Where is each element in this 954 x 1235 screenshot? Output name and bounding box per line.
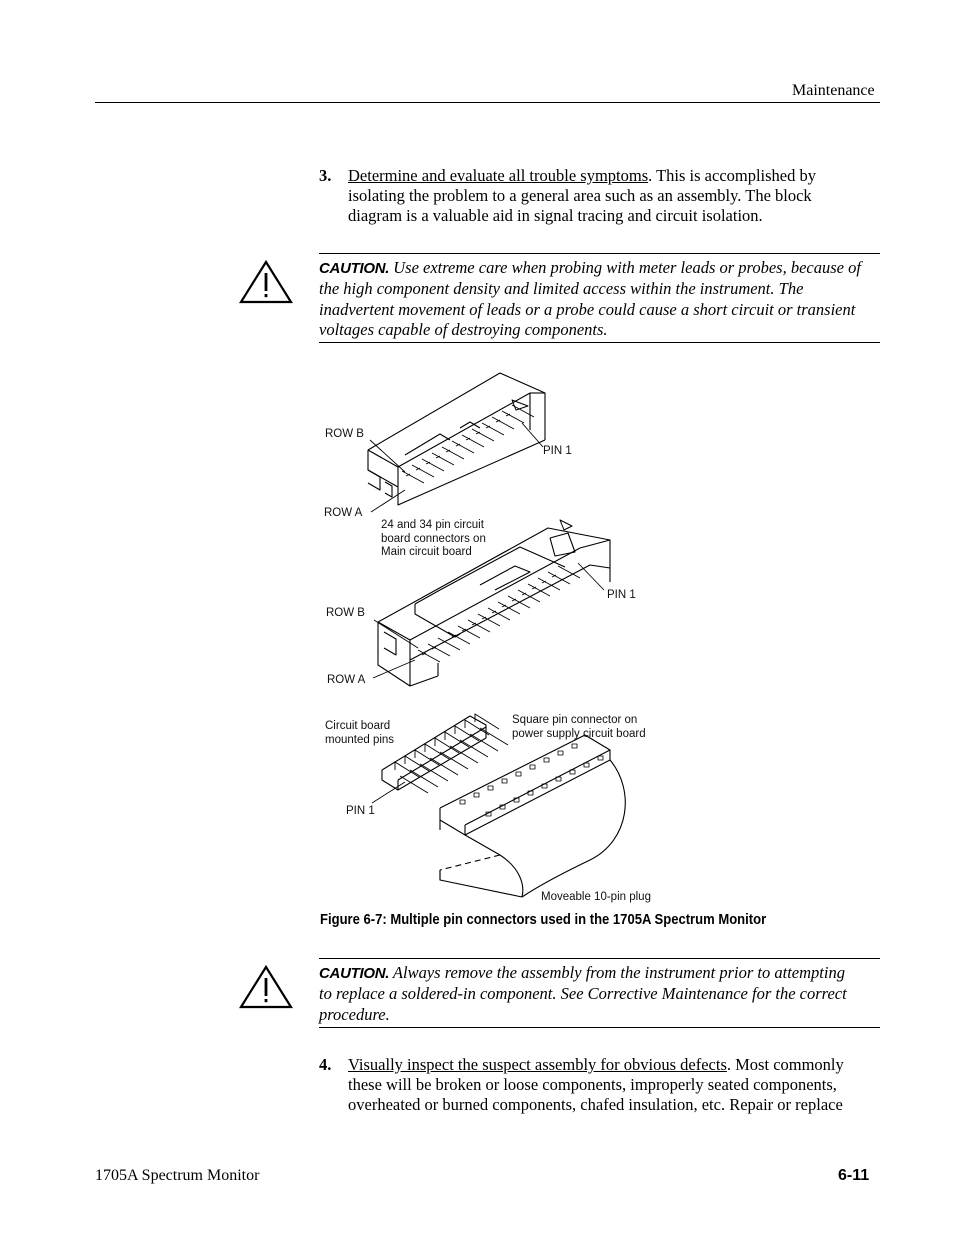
middle-connector-pins bbox=[418, 566, 580, 662]
caution-1-line1: Use extreme care when probing with meter leads or probes, because of bbox=[389, 258, 861, 277]
label-connector-desc-1: 24 and 34 pin circuit bbox=[381, 519, 484, 531]
step-3-number: 3. bbox=[319, 166, 332, 185]
label-board-pins-1: Circuit board bbox=[325, 720, 391, 732]
caution-1-line3: inadvertent movement of leads or a probe could cause a short circuit or transient bbox=[319, 299, 856, 319]
caution-1-label: CAUTION. bbox=[319, 260, 390, 277]
caution-1-line2: the high component density and limited access within the instrument. The bbox=[319, 279, 804, 299]
caution-2-line2: to replace a soldered-in component. See Corrective Maintenance for the correct bbox=[319, 984, 847, 1004]
figure-caption: Figure 6-7: Multiple pin connectors used in the 1705A Spectrum Monitor bbox=[320, 912, 767, 928]
caution-2-text bbox=[319, 963, 889, 1025]
step-4-number: 4. bbox=[319, 1055, 332, 1074]
step-3-title: Determine and evaluate all trouble symptoms bbox=[348, 166, 649, 185]
label-board-pins bbox=[325, 720, 394, 747]
footer-title: 1705A Spectrum Monitor bbox=[95, 1167, 260, 1184]
caution-1-line4: voltages capable of destroying components. bbox=[319, 319, 608, 339]
label-square-connector-2: power supply circuit board bbox=[512, 727, 646, 740]
caution-2-bottom-rule bbox=[319, 1027, 880, 1028]
label-moveable-plug: Moveable 10-pin plug bbox=[541, 891, 651, 903]
label-pin1-middle: PIN 1 bbox=[607, 589, 636, 601]
ribbon-plug bbox=[440, 735, 625, 897]
upper-connector-pins bbox=[402, 405, 534, 483]
step-3-line1: . This is accomplished by bbox=[648, 166, 817, 185]
label-pin1-lower: PIN 1 bbox=[346, 805, 375, 817]
label-connector-desc bbox=[381, 519, 486, 560]
label-connector-desc-2: board connectors on bbox=[381, 532, 486, 545]
step-4-line2: these will be broken or loose components, improperly seated components, bbox=[348, 1075, 837, 1094]
label-pin1-upper: PIN 1 bbox=[543, 445, 572, 457]
label-square-connector bbox=[512, 714, 646, 741]
upper-connector-housing bbox=[368, 373, 545, 505]
step-4-line1: . Most commonly bbox=[726, 1055, 844, 1074]
label-row-a-middle: ROW A bbox=[327, 674, 366, 686]
ribbon-plug-holes bbox=[460, 744, 603, 816]
caution-2-top-rule bbox=[319, 958, 880, 959]
step-4-line3: overheated or burned components, chafed insulation, etc. Repair or replace bbox=[348, 1095, 843, 1114]
label-square-connector-1: Square pin connector on bbox=[512, 714, 638, 726]
label-board-pins-2: mounted pins bbox=[325, 733, 395, 746]
label-row-a-upper: ROW A bbox=[324, 507, 363, 519]
warning-triangle-icon bbox=[238, 964, 294, 1010]
label-row-b-middle: ROW B bbox=[326, 607, 365, 619]
label-connector-desc-3: Main circuit board bbox=[381, 546, 472, 558]
caution-2-line1: Always remove the assembly from the instrument prior to attempting bbox=[389, 963, 845, 982]
square-pin-header bbox=[382, 716, 486, 790]
step-4-text bbox=[348, 1055, 888, 1115]
step-3-line3: diagram is a valuable aid in signal tracing and circuit isolation. bbox=[348, 206, 763, 225]
page-number: 6-11 bbox=[838, 1167, 870, 1184]
label-row-b-upper: ROW B bbox=[325, 428, 364, 440]
caution-2-label: CAUTION. bbox=[319, 965, 390, 982]
step-4-title: Visually inspect the suspect assembly for obvious defects bbox=[348, 1055, 727, 1074]
running-header: Maintenance bbox=[792, 82, 875, 99]
step-3-line2: isolating the problem to a general area such as an assembly. The block bbox=[348, 186, 812, 205]
caution-2-line3: procedure. bbox=[319, 1004, 390, 1024]
